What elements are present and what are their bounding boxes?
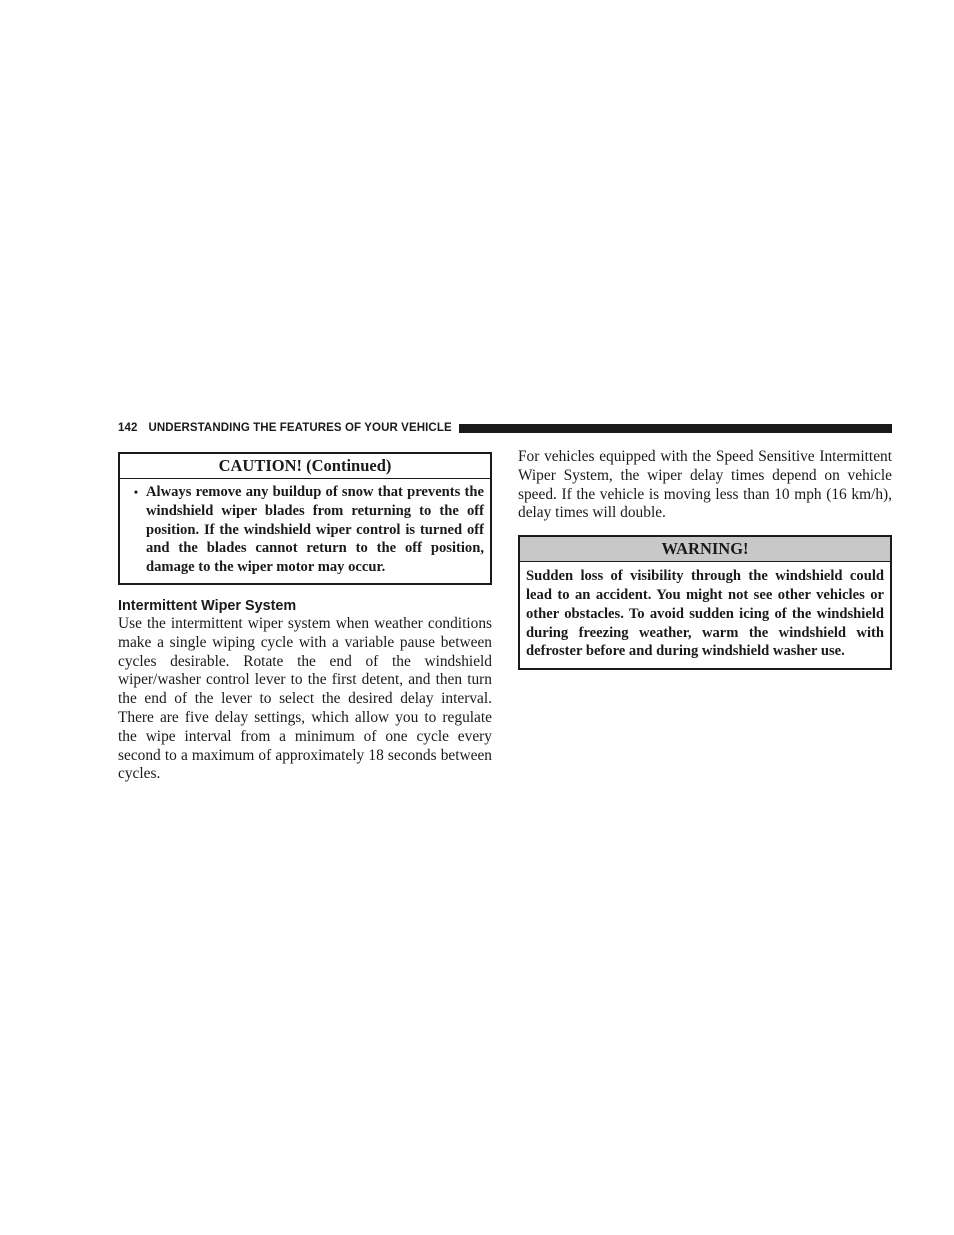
section-title: UNDERSTANDING THE FEATURES OF YOUR VEHICLE: [148, 422, 452, 434]
caution-item-text: Always remove any buildup of snow that prevents the windshield wiper blades from returning to the off position. If the windshield wiper control is turned off and the blades cannot return to the off position, damage to the wiper motor may occur.: [146, 484, 484, 576]
caution-item: [120, 479, 490, 583]
caution-title: CAUTION! (Continued): [120, 454, 490, 479]
warning-title: WARNING!: [520, 537, 890, 562]
left-column: [118, 452, 492, 784]
caution-box: [118, 452, 492, 585]
page-number: 142: [118, 422, 138, 434]
header-rule: [459, 424, 892, 433]
warning-box: [518, 535, 892, 670]
speed-sensitive-body: For vehicles equipped with the Speed Sensitive Intermittent Wiper System, the wiper delay times depend on vehicle speed. If the vehicle is moving less than 10 mph (16 km/h), delay times will double.: [518, 448, 892, 522]
intermittent-heading: Intermittent Wiper System: [118, 597, 297, 614]
page-header: [118, 419, 892, 437]
bullet-icon: •: [133, 485, 139, 499]
intermittent-body: Use the intermittent wiper system when weather conditions make a single wiping cycle with a variable pause between cycles desirable. Rotate the end of the windshield wiper/washer control lever to the first detent, and then turn the end of the lever to select the desired delay interval. There are five delay settings, which allow you to regulate the wipe interval from a minimum of one cycle every second to a maximum of approximately 18 seconds between cycles.: [118, 614, 492, 783]
right-column: [518, 448, 892, 670]
warning-body: Sudden loss of visibility through the windshield could lead to an accident. You might not see other vehicles or other obstacles. To avoid sudden icing of the windshield during freezing weather, warm the windshield with defroster before and during windshield washer use.: [526, 568, 884, 660]
